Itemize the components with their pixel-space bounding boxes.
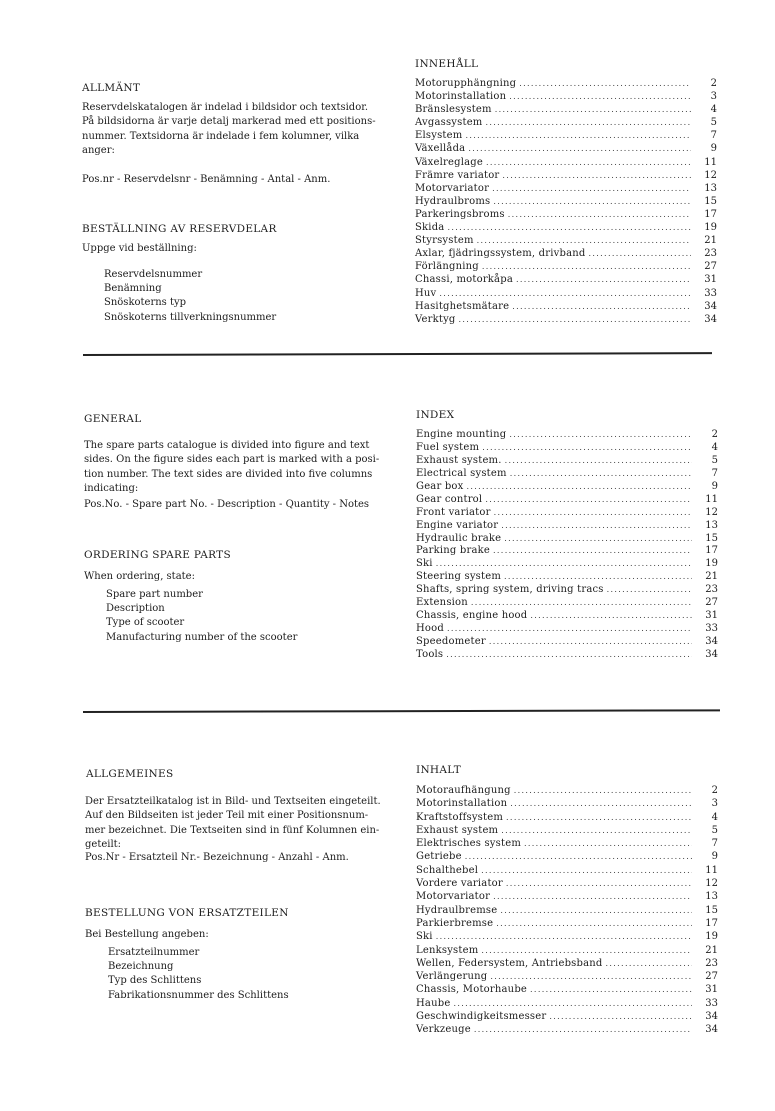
toc-entry-label: Engine variator <box>416 519 499 531</box>
toc-entry <box>416 442 718 455</box>
toc-entry-page: 27 <box>705 971 718 983</box>
table-of-contents <box>416 784 718 1037</box>
toc-entry-label: Kraftstoffsystem <box>416 811 504 823</box>
toc-entry-label: Fuel system <box>416 441 480 453</box>
dot-leader <box>500 904 692 917</box>
toc-entry-label: Ski <box>416 558 433 570</box>
toc-entry-page: 7 <box>711 838 718 850</box>
order-items <box>106 588 297 645</box>
dot-leader <box>436 558 692 571</box>
toc-entry-page: 9 <box>710 143 717 155</box>
toc-entry <box>415 195 717 208</box>
dot-leader <box>606 957 692 970</box>
toc-entry-label: Chassis, Motorhaube <box>416 984 528 996</box>
toc-entry-page: 13 <box>704 182 717 194</box>
toc-entry-label: Hood <box>416 623 444 635</box>
toc-entry-label: Engine mounting <box>416 429 507 440</box>
toc-entry <box>415 103 717 116</box>
dot-leader <box>493 890 692 903</box>
toc-entry <box>416 623 718 636</box>
toc-entry <box>415 208 717 221</box>
toc-entry-label: Chassis, engine hood <box>416 610 528 622</box>
toc-entry-page: 9 <box>711 480 718 492</box>
toc-entry <box>415 77 717 90</box>
dot-leader <box>504 571 692 584</box>
section-divider <box>83 352 712 355</box>
toc-entry <box>416 917 718 930</box>
order-item: Description <box>106 603 165 615</box>
toc-entry <box>416 904 718 917</box>
toc-entry-label: Elektrisches system <box>416 838 522 850</box>
toc-entry-page: 7 <box>711 467 718 479</box>
dot-leader <box>530 610 692 623</box>
order-heading: ORDERING SPARE PARTS <box>84 549 231 561</box>
toc-entry-label: Schalthebel <box>416 864 479 876</box>
toc-entry-page: 27 <box>705 597 718 609</box>
columns-line: Pos.nr - Reservdelsnr - Benämning - Antal - Anm. <box>82 174 331 185</box>
toc-entry-page: 34 <box>705 648 718 660</box>
toc-entry-page: 13 <box>705 519 718 531</box>
dot-leader <box>501 520 692 533</box>
toc-entry <box>416 610 718 623</box>
toc-entry-label: Steering system <box>416 571 502 583</box>
toc-entry-label: Motorinstallation <box>415 91 507 103</box>
toc-entry-label: Verkzeuge <box>416 1024 471 1036</box>
toc-entry-label: Skida <box>415 222 445 234</box>
toc-entry <box>415 129 717 142</box>
toc-entry-page: 31 <box>705 610 718 622</box>
toc-entry-page: 3 <box>710 91 717 103</box>
dot-leader <box>481 864 692 877</box>
dot-leader <box>510 797 692 810</box>
toc-entry-page: 31 <box>704 274 717 286</box>
paragraph-line: Der Ersatzteilkatalog ist in Bild- und Textseiten eingeteilt. <box>85 796 381 807</box>
toc-entry-page: 19 <box>705 558 718 570</box>
toc-entry-page: 23 <box>705 584 718 596</box>
toc-entry-label: Geschwindigkeitsmesser <box>416 1011 547 1023</box>
toc-entry <box>415 287 717 300</box>
toc-entry-label: Hydraulic brake <box>416 532 502 544</box>
dot-leader <box>493 195 691 208</box>
paragraph-line: tion number. The text sides are divided into five columns <box>84 468 373 480</box>
toc-entry-page: 12 <box>705 878 718 890</box>
toc-entry <box>416 1010 718 1023</box>
toc-entry <box>416 429 718 442</box>
toc-entry <box>416 784 718 797</box>
order-item: Ersatzteilnummer <box>108 947 200 958</box>
toc-entry <box>415 169 717 182</box>
toc-entry-label: Gear box <box>416 480 464 492</box>
toc-entry-page: 7 <box>710 130 717 142</box>
toc-entry-label: Bränslesystem <box>415 104 492 116</box>
toc-entry-page: 5 <box>710 117 717 129</box>
toc-entry-page: 2 <box>710 78 717 89</box>
toc-entry-page: 19 <box>705 931 718 943</box>
dot-leader <box>485 494 692 507</box>
toc-entry-label: Främre variator <box>415 169 500 181</box>
paragraph-line: nummer. Textsidorna är indelade i fem kolumner, vilka <box>82 130 360 142</box>
dot-leader <box>501 824 692 837</box>
toc-entry-label: Förlängning <box>415 261 479 273</box>
dot-leader <box>502 169 691 182</box>
toc-entry-label: Huv <box>415 287 437 299</box>
toc-entry <box>415 90 717 103</box>
toc-entry-label: Hydraulbroms <box>415 195 491 207</box>
toc-entry <box>415 300 717 313</box>
dot-leader <box>490 970 692 983</box>
dot-leader <box>467 481 693 494</box>
dot-leader <box>512 300 691 313</box>
dot-leader <box>495 103 691 116</box>
toc-entry-label: Motorinstallation <box>416 798 508 810</box>
toc-entry <box>416 824 718 837</box>
index-heading: INDEX <box>416 409 455 421</box>
toc-entry-label: Tools <box>416 648 444 660</box>
toc-entry-label: Parkeringsbroms <box>415 208 505 220</box>
order-item: Typ des Schlittens <box>108 975 202 987</box>
columns-line: Pos.No. - Spare part No. - Description - Quantity - Notes <box>84 499 370 510</box>
table-of-contents <box>415 77 717 326</box>
dot-leader <box>509 90 691 103</box>
dot-leader <box>508 208 691 221</box>
paragraph-line: indicating: <box>84 483 139 495</box>
toc-entry <box>416 811 718 824</box>
toc-entry-label: Verktyg <box>415 313 456 325</box>
paragraph-line: Auf den Bildseiten ist jeder Teil mit einer Positionsnum- <box>85 810 369 822</box>
order-item: Benämning <box>104 283 162 295</box>
toc-entry <box>415 182 717 195</box>
toc-entry-label: Extension <box>416 597 468 609</box>
toc-entry-page: 9 <box>711 851 718 863</box>
toc-entry-page: 5 <box>711 454 718 466</box>
toc-entry <box>416 533 718 546</box>
order-item: Snöskoterns tillverkningsnummer <box>104 311 277 323</box>
toc-entry-page: 23 <box>704 248 717 260</box>
dot-leader <box>509 429 692 442</box>
toc-entry-label: Axlar, fjädringssystem, drivband <box>415 248 586 260</box>
dot-leader <box>530 983 692 996</box>
toc-entry-label: Exhaust system. <box>416 454 502 466</box>
toc-entry <box>416 983 718 996</box>
toc-entry-page: 5 <box>711 824 718 836</box>
order-items <box>108 946 289 1003</box>
dot-leader <box>474 1023 692 1036</box>
toc-entry-label: Chassi, motorkåpa <box>415 274 513 286</box>
toc-entry <box>416 864 718 877</box>
dot-leader <box>496 917 692 930</box>
dot-leader <box>494 507 692 520</box>
toc-entry-page: 15 <box>705 904 718 916</box>
toc-entry-page: 19 <box>704 222 717 234</box>
toc-entry-label: Hydraulbremse <box>416 904 498 916</box>
dot-leader <box>549 1010 692 1023</box>
toc-entry-label: Motorvariator <box>415 182 490 194</box>
paragraph-line: sides. On the figure sides each part is marked with a posi- <box>84 454 380 466</box>
toc-entry-label: Front variator <box>416 506 491 518</box>
toc-entry-page: 11 <box>705 493 718 505</box>
toc-entry-page: 33 <box>705 997 718 1009</box>
dot-leader <box>482 442 692 455</box>
toc-entry <box>416 930 718 943</box>
toc-entry-page: 34 <box>705 636 718 647</box>
toc-entry <box>416 507 718 520</box>
dot-leader <box>447 623 692 636</box>
toc-entry-page: 15 <box>704 195 717 207</box>
toc-entry-page: 12 <box>705 506 718 518</box>
toc-entry-page: 34 <box>704 313 717 325</box>
toc-entry-label: Shafts, spring system, driving tracs <box>416 584 604 596</box>
toc-entry-label: Gear control <box>416 493 483 505</box>
toc-entry-label: Getriebe <box>416 851 462 863</box>
general-paragraph <box>84 439 414 497</box>
toc-entry <box>416 468 718 481</box>
toc-entry <box>415 260 717 273</box>
toc-entry <box>416 837 718 850</box>
dot-leader <box>459 313 691 326</box>
toc-entry-label: Växelreglage <box>415 156 484 168</box>
toc-entry <box>416 597 718 610</box>
general-heading: ALLGEMEINES <box>86 768 174 780</box>
index-heading: INNEHÅLL <box>415 58 479 70</box>
dot-leader <box>465 850 692 863</box>
order-item: Type of scooter <box>106 617 185 629</box>
toc-entry <box>416 649 718 662</box>
order-intro: When ordering, state: <box>84 571 195 582</box>
dot-leader <box>506 811 692 824</box>
general-heading: GENERAL <box>84 413 142 425</box>
toc-entry <box>415 221 717 234</box>
paragraph-line: På bildsidorna är varje detalj markerad med ett positions- <box>82 116 376 128</box>
dot-leader <box>471 597 692 610</box>
toc-entry-page: 2 <box>711 785 718 796</box>
dot-leader <box>486 156 691 169</box>
toc-entry-page: 13 <box>705 891 718 903</box>
toc-entry <box>416 584 718 597</box>
paragraph-line: mer bezeichnet. Die Textseiten sind in fünf Kolumnen ein- <box>85 824 380 836</box>
toc-entry-page: 17 <box>705 917 718 929</box>
order-item: Manufacturing number of the scooter <box>106 631 298 643</box>
toc-entry <box>416 558 718 571</box>
general-paragraph <box>82 101 412 159</box>
toc-entry <box>415 142 717 155</box>
toc-entry-label: Vordere variator <box>416 878 503 890</box>
toc-entry <box>415 273 717 286</box>
toc-entry-label: Exhaust system <box>416 824 499 836</box>
dot-leader <box>453 997 692 1010</box>
table-of-contents <box>416 429 718 662</box>
toc-entry-page: 34 <box>705 1024 718 1036</box>
order-item: Snöskoterns typ <box>104 297 187 309</box>
toc-entry-page: 4 <box>710 104 717 116</box>
toc-entry-page: 31 <box>705 984 718 996</box>
toc-entry-label: Motorupphängning <box>415 78 517 89</box>
toc-entry-label: Avgassystem <box>415 117 483 129</box>
toc-entry-page: 21 <box>705 944 718 956</box>
toc-entry-label: Ski <box>416 931 433 943</box>
toc-entry <box>416 970 718 983</box>
dot-leader <box>524 837 692 850</box>
dot-leader <box>492 182 691 195</box>
toc-entry-page: 17 <box>704 208 717 220</box>
toc-entry <box>415 313 717 326</box>
dot-leader <box>516 273 691 286</box>
toc-entry <box>416 957 718 970</box>
general-paragraph <box>85 795 415 853</box>
toc-entry <box>415 247 717 260</box>
dot-leader <box>436 930 692 943</box>
toc-entry <box>416 455 718 468</box>
dot-leader <box>482 260 691 273</box>
index-heading: INHALT <box>416 764 461 776</box>
toc-entry <box>416 571 718 584</box>
toc-entry <box>416 494 718 507</box>
toc-entry-label: Parking brake <box>416 545 491 557</box>
dot-leader <box>486 116 692 129</box>
toc-entry-label: Elsystem <box>415 130 463 142</box>
toc-entry-label: Parkierbremse <box>416 917 494 929</box>
toc-entry-page: 4 <box>711 441 718 453</box>
order-item: Reservdelsnummer <box>104 269 203 280</box>
dot-leader <box>607 584 692 597</box>
order-intro: Bei Bestellung angeben: <box>85 929 209 940</box>
toc-entry-label: Lenksystem <box>416 944 479 956</box>
toc-entry <box>416 850 718 863</box>
toc-entry-page: 2 <box>711 429 718 440</box>
dot-leader <box>446 649 692 662</box>
toc-entry-page: 33 <box>705 623 718 635</box>
toc-entry-page: 33 <box>704 287 717 299</box>
paragraph-line: anger: <box>82 145 115 157</box>
columns-line: Pos.Nr - Ersatzteil Nr.- Bezeichnung - Anzahl - Anm. <box>85 852 349 863</box>
toc-entry-label: Haube <box>416 997 451 1009</box>
toc-entry-page: 23 <box>705 957 718 969</box>
paragraph-line: The spare parts catalogue is divided into figure and text <box>84 440 370 451</box>
dot-leader <box>481 944 692 957</box>
order-intro: Uppge vid beställning: <box>82 243 197 254</box>
toc-entry <box>416 636 718 649</box>
toc-entry-label: Växellåda <box>415 143 466 155</box>
toc-entry <box>416 520 718 533</box>
order-item: Spare part number <box>106 589 203 600</box>
toc-entry-label: Hasitghetsmätare <box>415 300 510 312</box>
toc-entry-label: Wellen, Federsystem, Antriebsband <box>416 957 603 969</box>
toc-entry <box>416 944 718 957</box>
section-divider <box>83 709 720 712</box>
toc-entry <box>415 234 717 247</box>
toc-entry-page: 17 <box>705 545 718 557</box>
toc-entry <box>415 156 717 169</box>
toc-entry-label: Electrical system <box>416 467 507 479</box>
toc-entry <box>416 481 718 494</box>
toc-entry-page: 34 <box>704 300 717 312</box>
toc-entry <box>416 1023 718 1036</box>
dot-leader <box>514 784 692 797</box>
toc-entry-page: 3 <box>711 798 718 810</box>
toc-entry-label: Motoraufhängung <box>416 785 511 796</box>
order-heading: BESTÄLLNING AV RESERVDELAR <box>82 223 277 235</box>
order-item: Fabrikationsnummer des Schlittens <box>108 989 289 1001</box>
dot-leader <box>489 636 692 649</box>
toc-entry <box>416 890 718 903</box>
toc-entry-page: 34 <box>705 1011 718 1023</box>
toc-entry <box>416 997 718 1010</box>
toc-entry-page: 15 <box>705 532 718 544</box>
dot-leader <box>477 234 691 247</box>
toc-entry-label: Styrsystem <box>415 235 474 247</box>
toc-entry-page: 27 <box>704 261 717 273</box>
paragraph-line: Reservdelskatalogen är indelad i bildsidor och textsidor. <box>82 102 369 113</box>
dot-leader <box>439 287 691 300</box>
general-heading: ALLMÄNT <box>82 82 141 94</box>
dot-leader <box>510 468 692 481</box>
toc-entry <box>416 545 718 558</box>
dot-leader <box>493 545 692 558</box>
toc-entry-label: Motorvariator <box>416 891 491 903</box>
toc-entry-label: Verlängerung <box>416 971 488 983</box>
order-heading: BESTELLUNG VON ERSATZTEILEN <box>85 907 289 919</box>
order-items <box>104 268 276 325</box>
toc-entry <box>416 877 718 890</box>
toc-entry <box>415 116 717 129</box>
order-item: Bezeichnung <box>108 961 174 973</box>
dot-leader <box>589 247 691 260</box>
dot-leader <box>506 877 692 890</box>
toc-entry <box>416 797 718 810</box>
dot-leader <box>505 455 692 468</box>
dot-leader <box>504 533 692 546</box>
dot-leader <box>519 77 691 90</box>
dot-leader <box>465 129 691 142</box>
toc-entry-page: 21 <box>704 235 717 247</box>
toc-entry-page: 11 <box>704 156 717 168</box>
dot-leader <box>468 142 691 155</box>
toc-entry-label: Speedometer <box>416 636 486 647</box>
paragraph-line: geteilt: <box>85 839 122 851</box>
toc-entry-page: 21 <box>705 571 718 583</box>
toc-entry-page: 12 <box>704 169 717 181</box>
dot-leader <box>447 221 691 234</box>
toc-entry-page: 11 <box>705 864 718 876</box>
toc-entry-page: 4 <box>711 811 718 823</box>
